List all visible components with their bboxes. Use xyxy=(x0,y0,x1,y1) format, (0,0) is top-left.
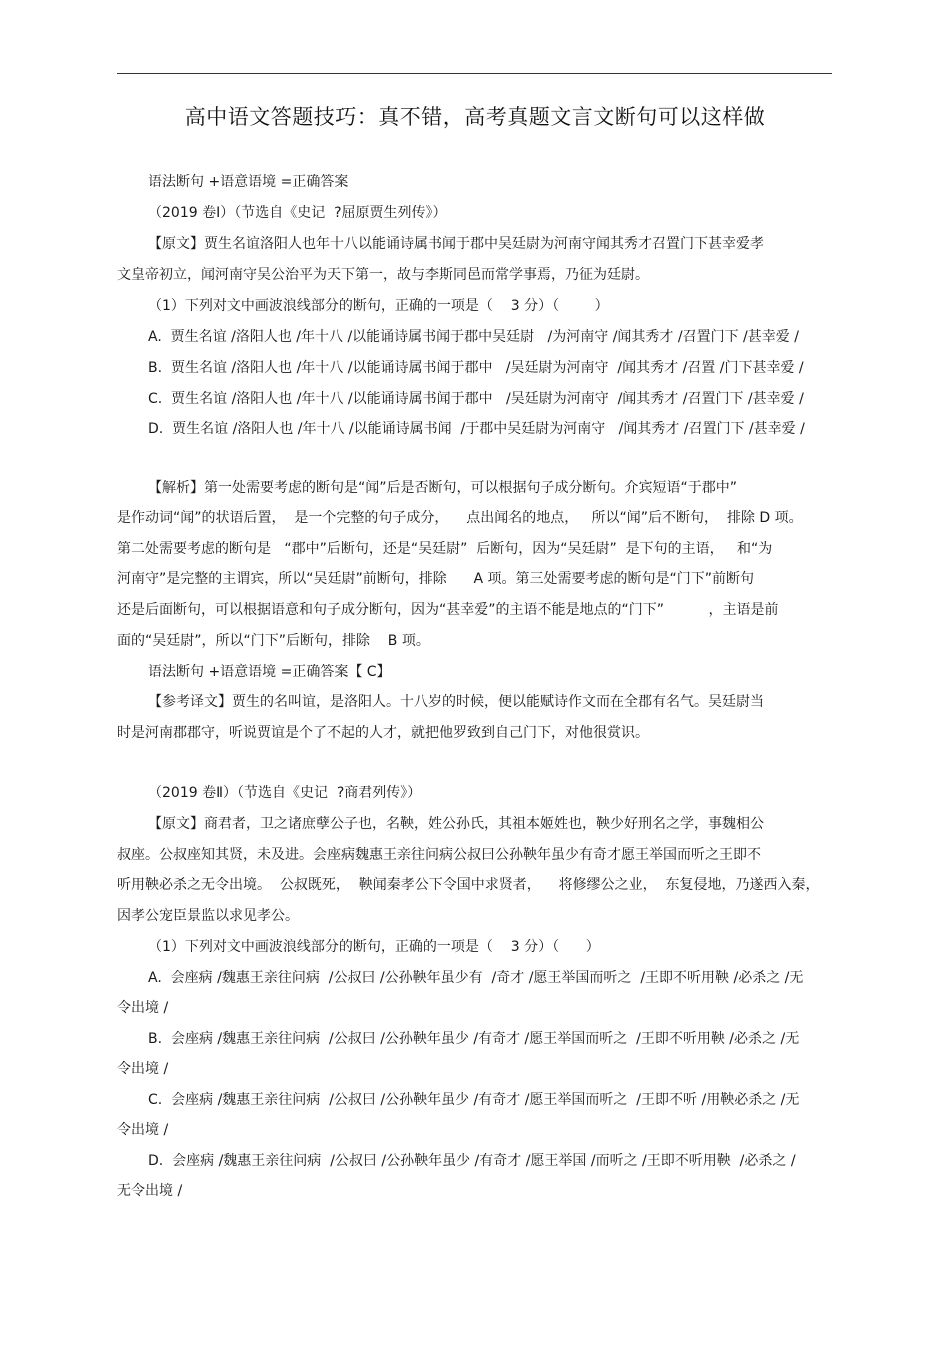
text-line: 语法断句 +语意语境 =正确答案 xyxy=(148,174,349,190)
text-line: 还是后面断句，可以根据语意和句子成分断句，因为“甚幸爱”的主语不能是地点的“门下” ，主语是前 xyxy=(117,602,779,618)
text-line: 是作动词“闻”的状语后置， 是一个完整的句子成分， 点出闻名的地点， 所以“闻”后不断句， 排除 D 项。 xyxy=(117,510,803,526)
option-line: 令出境 / xyxy=(117,1122,169,1138)
option-line: A. 会座病 /魏惠王亲往问病 /公叔曰 /公孙鞅年虽少有 /奇才 /愿王举国而听之 /王即不听用鞅 /必杀之 /无 xyxy=(148,970,804,986)
text-line: 河南守”是完整的主谓宾，所以“吴廷尉”前断句，排除 A 项。第三处需要考虑的断句是“门下”前断句 xyxy=(117,571,754,587)
option-line: C. 贾生名谊 /洛阳人也 /年十八 /以能诵诗属书闻于郡中 /吴廷尉为河南守 /闻其秀才 /召置门下 /甚幸爱 / xyxy=(148,391,804,407)
option-line: 令出境 / xyxy=(117,1061,169,1077)
text-line: 【参考译文】贾生的名叫谊，是洛阳人。十八岁的时候，便以能赋诗作文而在全郡有名气。吴廷尉当 xyxy=(148,694,764,710)
text-line: 叔座。公叔座知其贤，未及进。会座病魏惠王亲往问病公叔曰公孙鞅年虽少有奇才愿王举国而听之王即不 xyxy=(117,847,761,863)
text-line: 因孝公宠臣景监以求见孝公。 xyxy=(117,908,299,924)
option-line: 令出境 / xyxy=(117,1000,169,1016)
text-line: 【解析】第一处需要考虑的断句是“闻”后是否断句，可以根据句子成分断句。介宾短语“于郡中” xyxy=(148,480,738,496)
option-line: D. 贾生名谊 /洛阳人也 /年十八 /以能诵诗属书闻 /于郡中吴廷尉为河南守 /闻其秀才 /召置门下 /甚幸爱 / xyxy=(148,421,805,437)
header-rule xyxy=(117,73,832,74)
text-line: （2019 卷Ⅰ）（节选自《史记 ?屈原贾生列传》） xyxy=(148,205,447,221)
text-line: （1）下列对文中画波浪线部分的断句，正确的一项是（ 3 分）（ ） xyxy=(148,939,600,955)
option-line: B. 贾生名谊 /洛阳人也 /年十八 /以能诵诗属书闻于郡中 /吴廷尉为河南守 /闻其秀才 /召置 /门下甚幸爱 / xyxy=(148,360,804,376)
text-line: 【原文】贾生名谊洛阳人也年十八以能诵诗属书闻于郡中吴廷尉为河南守闻其秀才召置门下甚幸爱孝 xyxy=(148,236,764,252)
text-line: 文皇帝初立，闻河南守吴公治平为天下第一，故与李斯同邑而常学事焉，乃征为廷尉。 xyxy=(117,267,649,283)
option-line: A. 贾生名谊 /洛阳人也 /年十八 /以能诵诗属书闻于郡中吴廷尉 /为河南守 /闻其秀才 /召置门下 /甚幸爱 / xyxy=(148,329,799,345)
text-line: 面的“吴廷尉”，所以“门下”后断句，排除 B 项。 xyxy=(117,633,430,649)
text-line: 第二处需要考虑的断句是 “郡中”后断句，还是“吴廷尉” 后断句，因为“吴廷尉” 是下句的主语， 和“为 xyxy=(117,541,773,557)
text-line: （1）下列对文中画波浪线部分的断句，正确的一项是（ 3 分）（ ） xyxy=(148,298,609,314)
option-line: D. 会座病 /魏惠王亲往问病 /公叔曰 /公孙鞅年虽少 /有奇才 /愿王举国 /而听之 /王即不听用鞅 /必杀之 / xyxy=(148,1153,796,1169)
option-line: B. 会座病 /魏惠王亲往问病 /公叔曰 /公孙鞅年虽少 /有奇才 /愿王举国而听之 /王即不听用鞅 /必杀之 /无 xyxy=(148,1031,800,1047)
text-line: 【原文】商君者，卫之诸庶孽公子也，名鞅，姓公孙氏，其祖本姬姓也，鞅少好刑名之学，事魏相公 xyxy=(148,816,764,832)
text-line: 时是河南郡郡守，听说贾谊是个了不起的人才，就把他罗致到自己门下，对他很赏识。 xyxy=(117,725,649,741)
option-line: C. 会座病 /魏惠王亲往问病 /公叔曰 /公孙鞅年虽少 /有奇才 /愿王举国而听之 /王即不听 /用鞅必杀之 /无 xyxy=(148,1092,800,1108)
text-line: 听用鞅必杀之无令出境。 公叔既死， 鞅闻秦孝公下令国中求贤者， 将修缪公之业， 东复侵地，乃遂西入秦， xyxy=(117,877,820,893)
text-line: 语法断句 +语意语境 =正确答案【 C】 xyxy=(148,664,391,680)
text-line: （2019 卷Ⅱ）（节选自《史记 ?商君列传》） xyxy=(148,785,422,801)
page-title: 高中语文答题技巧：真不错，高考真题文言文断句可以这样做 xyxy=(184,105,766,129)
option-line: 无令出境 / xyxy=(117,1183,183,1199)
